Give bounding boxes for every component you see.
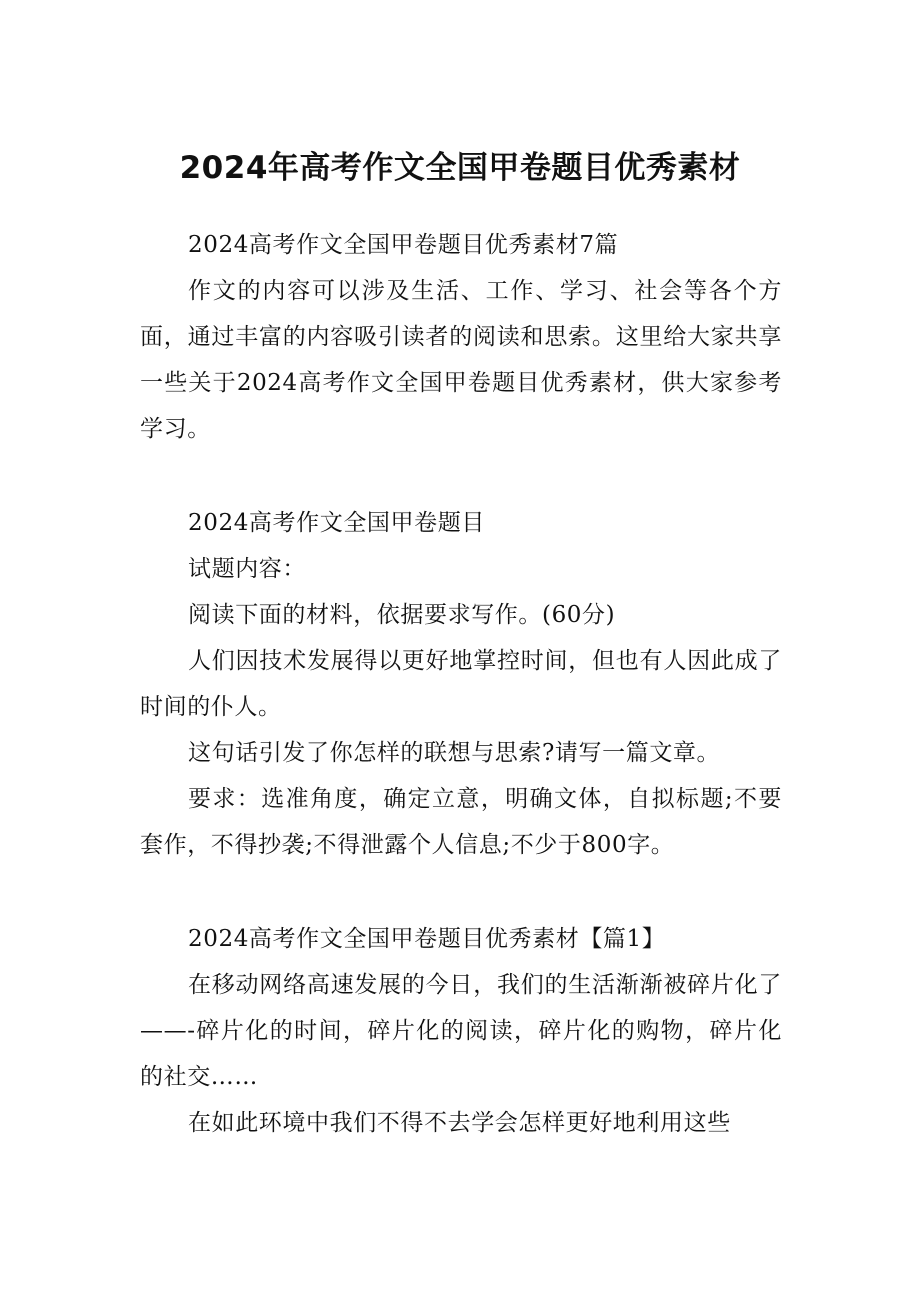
article-1-paragraph-2: 在如此环境中我们不得不去学会怎样更好地利用这些 bbox=[188, 1110, 731, 1136]
article-1-paragraph-1: 在移动网络高速发展的今日，我们的生活渐渐被碎片化了——-碎片化的时间，碎片化的阅读，碎片化的购物，碎片化的社交…… bbox=[140, 972, 782, 1090]
document-title: 2024年高考作文全国甲卷题目优秀素材 bbox=[179, 150, 741, 186]
question-label: 试题内容： bbox=[188, 556, 306, 582]
section-spacer bbox=[140, 868, 782, 916]
question-prompt: 这句话引发了你怎样的联想与思索?请写一篇文章。 bbox=[188, 740, 721, 766]
intro-heading: 2024高考作文全国甲卷题目优秀素材7篇 bbox=[188, 232, 619, 258]
exam-topic-heading: 2024高考作文全国甲卷题目 bbox=[188, 510, 485, 536]
intro-paragraph: 作文的内容可以涉及生活、工作、学习、社会等各个方面，通过丰富的内容吸引读者的阅读和思索。这里给大家共享一些关于2024高考作文全国甲卷题目优秀素材，供大家参考学习。 bbox=[140, 278, 782, 442]
document-body bbox=[140, 222, 782, 1146]
question-material: 人们因技术发展得以更好地掌控时间，但也有人因此成了时间的仆人。 bbox=[140, 648, 782, 720]
section-spacer bbox=[140, 452, 782, 500]
question-instruction: 阅读下面的材料，依据要求写作。(60分) bbox=[188, 602, 616, 628]
question-requirements: 要求：选准角度，确定立意，明确文体，自拟标题;不要套作，不得抄袭;不得泄露个人信息;不少于800字。 bbox=[140, 786, 782, 858]
article-1-heading: 2024高考作文全国甲卷题目优秀素材【篇1】 bbox=[188, 926, 666, 952]
